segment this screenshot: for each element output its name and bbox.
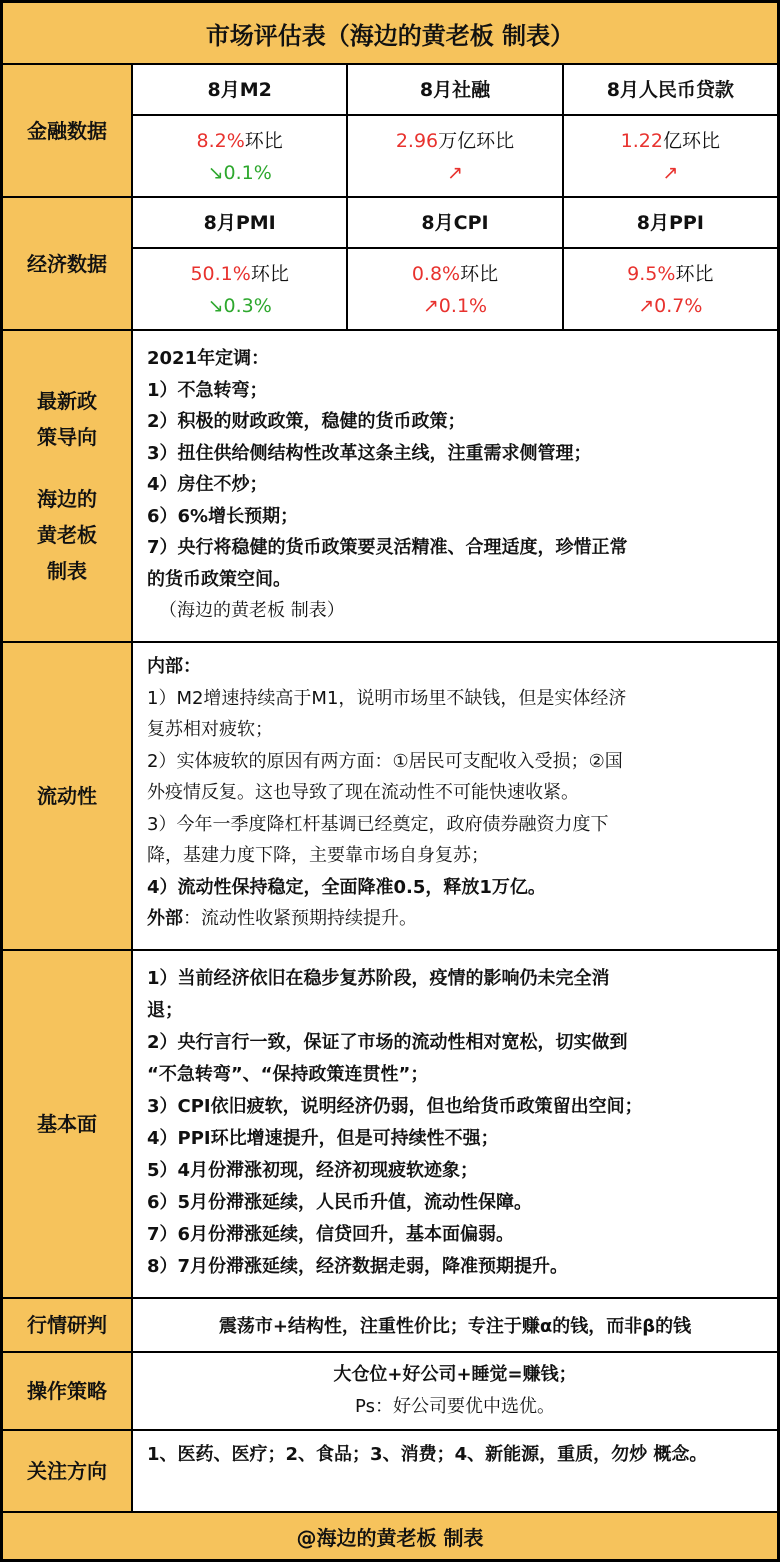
social-financing-unit: 万亿环比 <box>438 130 515 152</box>
m2-header: 8月M2 <box>133 65 346 114</box>
market-text: 震荡市+结构性，注重性价比；专注于赚α的钱，而非β的钱 <box>133 1299 777 1351</box>
policy-line: 2021年定调： <box>147 348 270 369</box>
policy-label-line-3: 海边的 <box>37 487 97 511</box>
fundamentals-line: 退； <box>147 1000 183 1021</box>
table-title: 市场评估表（海边的黄老板 制表） <box>3 3 777 65</box>
economic-data-label: 经济数据 <box>3 198 133 329</box>
policy-label-line-5: 制表 <box>47 559 87 583</box>
ppi-change: ↗0.7% <box>638 295 703 317</box>
social-financing-value-cell <box>348 116 561 198</box>
cpi-unit: 环比 <box>460 263 499 285</box>
fundamentals-line: 2）央行言行一致，保证了市场的流动性相对宽松，切实做到 <box>147 1032 628 1053</box>
liquidity-line: 复苏相对疲软； <box>147 719 273 740</box>
liquidity-line: 外疫情反复。这也导致了现在流动性不可能快速收紧。 <box>147 782 579 803</box>
policy-line: 1）不急转弯； <box>147 379 268 401</box>
rmb-loan-change: ↗ <box>662 162 679 184</box>
liquidity-bold-line: 4）流动性保持稳定，全面降准0.5，释放1万亿。 <box>147 876 546 898</box>
policy-content <box>133 331 777 641</box>
fundamentals-line: 3）CPI依旧疲软，说明经济仍弱，但也给货币政策留出空间； <box>147 1096 643 1117</box>
policy-label-line-1: 最新政 <box>37 389 97 413</box>
pmi-change: ↘0.3% <box>207 295 272 317</box>
m2-change: ↘0.1% <box>207 162 272 184</box>
liquidity-line: 1）M2增速持续高于M1，说明市场里不缺钱，但是实体经济 <box>147 687 627 709</box>
liquidity-line: 2）实体疲软的原因有两方面：①居民可支配收入受损；②国 <box>147 750 623 772</box>
pmi-value-cell <box>133 249 346 331</box>
m2-value: 8.2% <box>196 130 245 152</box>
social-financing-header: 8月社融 <box>348 65 561 114</box>
policy-label-line-4: 黄老板 <box>37 523 97 547</box>
focus-content <box>133 1431 777 1511</box>
fundamentals-line: 6）5月份滞涨延续，人民币升值，流动性保障。 <box>147 1192 533 1213</box>
pmi-unit: 环比 <box>250 263 289 285</box>
fundamentals-row <box>3 951 777 1297</box>
rmb-loan-value-cell <box>564 116 777 198</box>
m2-value-cell <box>133 116 346 198</box>
market-label: 行情研判 <box>3 1299 133 1351</box>
ppi-unit: 环比 <box>675 263 714 285</box>
economic-data-row <box>3 198 777 329</box>
liquidity-line: 降，基建力度下降，主要靠市场自身复苏； <box>147 845 489 866</box>
fundamentals-line: 4）PPI环比增速提升，但是可持续性不强； <box>147 1128 499 1149</box>
policy-row <box>3 331 777 641</box>
market-assessment-table <box>3 3 777 1559</box>
market-row <box>3 1299 777 1351</box>
fundamentals-label: 基本面 <box>3 951 133 1297</box>
policy-line: 的货币政策空间。 <box>147 568 291 590</box>
liquidity-line: 3）今年一季度降杠杆基调已经奠定，政府债券融资力度下 <box>147 813 609 835</box>
strategy-row <box>3 1353 777 1429</box>
ppi-value: 9.5% <box>627 263 676 285</box>
fundamentals-line: 8）7月份滞涨延续，经济数据走弱，降准预期提升。 <box>147 1256 569 1277</box>
fundamentals-line: 7）6月份滞涨延续，信贷回升，基本面偏弱。 <box>147 1224 515 1245</box>
cpi-change: ↗0.1% <box>422 295 488 317</box>
ppi-value-cell <box>564 249 777 331</box>
liquidity-outer-title: 外部 <box>147 908 183 929</box>
social-financing-change: ↗ <box>447 162 463 184</box>
rmb-loan-value: 1.22 <box>620 130 663 152</box>
focus-row <box>3 1431 777 1511</box>
fundamentals-content <box>133 951 777 1297</box>
m2-unit: 环比 <box>244 130 283 152</box>
policy-line: 3）扭住供给侧结构性改革这条主线，注重需求侧管理； <box>147 442 592 464</box>
pmi-value: 50.1% <box>190 263 251 285</box>
rmb-loan-header: 8月人民币贷款 <box>564 65 777 114</box>
strategy-line-1: 大仓位+好公司+睡觉=赚钱； <box>333 1364 577 1385</box>
ppi-header: 8月PPI <box>564 198 777 247</box>
policy-line: 7）央行将稳健的货币政策要灵活精准、合理适度，珍惜正常 <box>147 537 628 558</box>
financial-data-row <box>3 65 777 196</box>
focus-label: 关注方向 <box>3 1431 133 1511</box>
fundamentals-line: 5）4月份滞涨初现，经济初现疲软迹象； <box>147 1160 479 1181</box>
fundamentals-line: 1）当前经济依旧在稳步复苏阶段，疫情的影响仍未完全消 <box>147 968 610 989</box>
social-financing-value: 2.96 <box>395 130 439 152</box>
strategy-content <box>133 1353 777 1429</box>
focus-line-2: 概念。 <box>653 1444 708 1465</box>
policy-label-line-2: 策导向 <box>37 425 97 449</box>
table-footer: @海边的黄老板 制表 <box>3 1511 777 1559</box>
liquidity-label: 流动性 <box>3 643 133 949</box>
policy-line: 4）房住不炒； <box>147 474 268 495</box>
policy-line: 6）6%增长预期； <box>147 505 299 527</box>
liquidity-row <box>3 643 777 949</box>
cpi-header: 8月CPI <box>348 198 561 247</box>
rmb-loan-unit: 亿环比 <box>662 130 720 152</box>
fundamentals-line: “不急转弯”、“保持政策连贯性”； <box>147 1064 429 1085</box>
cpi-value-cell <box>348 249 561 331</box>
financial-data-label: 金融数据 <box>3 65 133 196</box>
pmi-header: 8月PMI <box>133 198 346 247</box>
strategy-label: 操作策略 <box>3 1353 133 1429</box>
financial-data-grid <box>133 65 777 196</box>
focus-line-1: 1、医药、医疗；2、食品；3、消费；4、新能源，重质，勿炒 <box>147 1444 648 1465</box>
liquidity-inner-title: 内部： <box>147 656 201 677</box>
cpi-value: 0.8% <box>411 263 461 285</box>
policy-note: （海边的黄老板 制表） <box>159 600 345 621</box>
liquidity-content <box>133 643 777 949</box>
strategy-line-2: Ps：好公司要优中选优。 <box>355 1396 555 1417</box>
liquidity-outer-text: ：流动性收紧预期持续提升。 <box>183 908 417 929</box>
economic-data-grid <box>133 198 777 329</box>
policy-label <box>3 331 133 641</box>
policy-line: 2）积极的财政政策，稳健的货币政策； <box>147 411 466 432</box>
